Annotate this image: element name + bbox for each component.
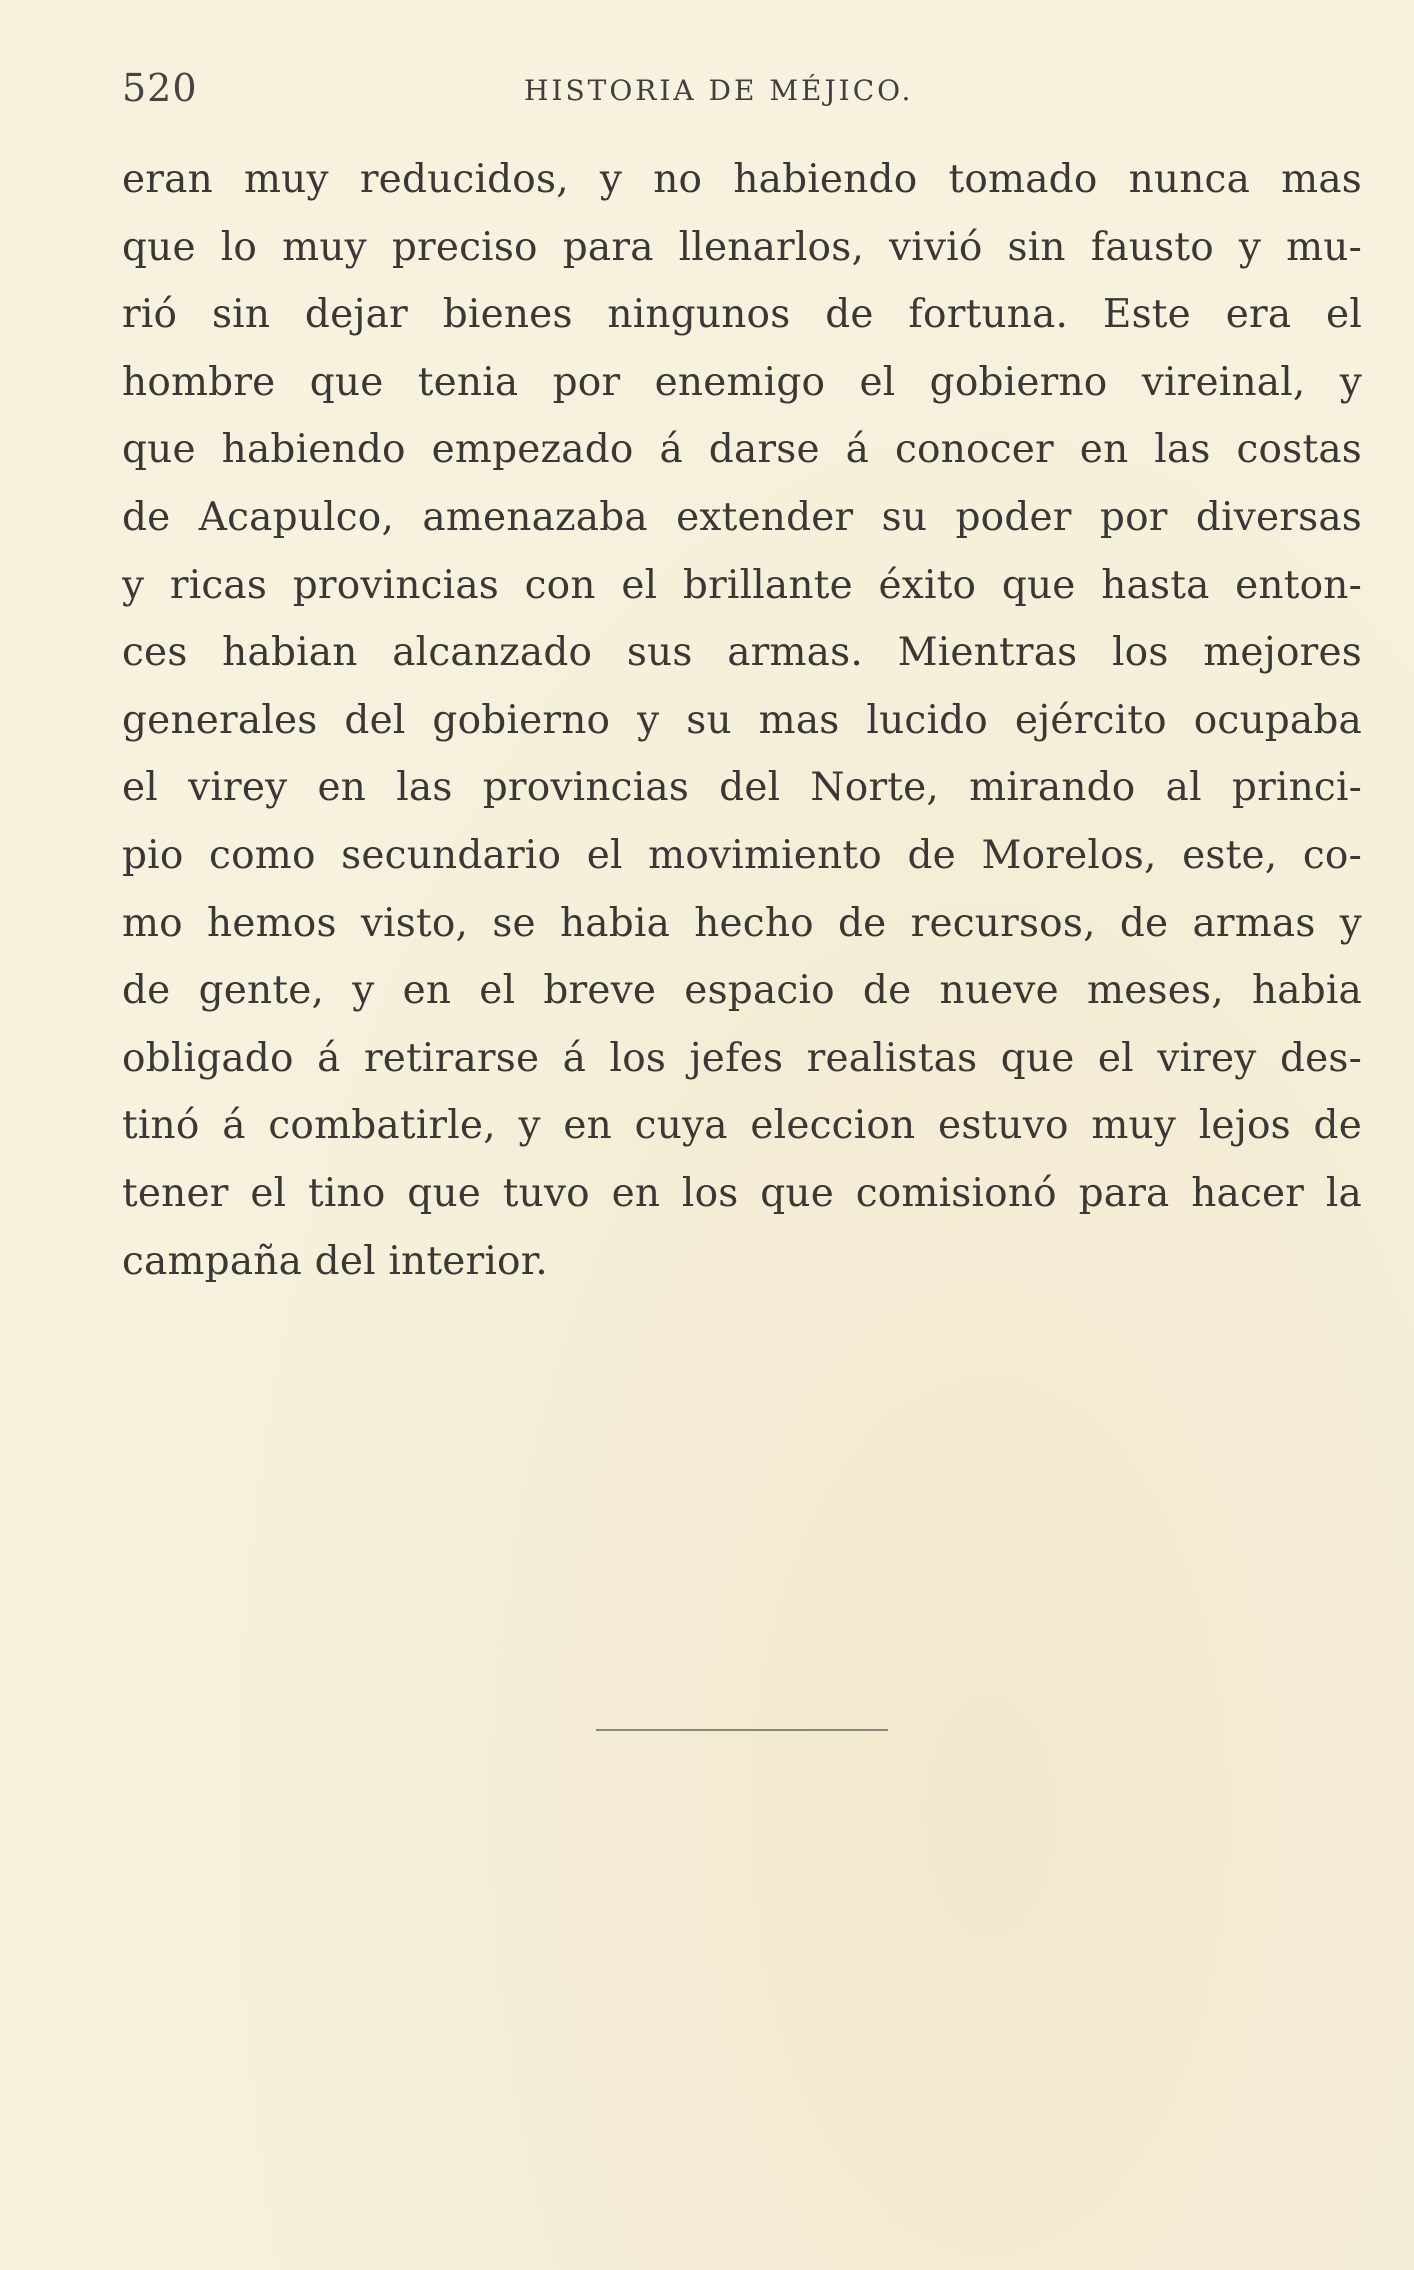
page-number: 520 <box>122 66 198 110</box>
text-line: tener el tino que tuvo en los que comisionó para hacer la <box>122 1170 1362 1216</box>
text-line: de Acapulco, amenazaba extender su poder por diversas <box>122 494 1362 540</box>
text-line: obligado á retirarse á los jefes realistas que el virey des- <box>122 1035 1362 1081</box>
text-line: rió sin dejar bienes ningunos de fortuna. Este era el <box>122 292 1362 338</box>
text-line: pio como secundario el movimiento de Morelos, este, co- <box>122 832 1362 878</box>
text-line: generales del gobierno y su mas lucido ejército ocupaba <box>122 697 1362 743</box>
text-line: campaña del interior. <box>122 1238 548 1284</box>
text-line: de gente, y en el breve espacio de nueve meses, habia <box>122 968 1362 1014</box>
text-line: que habiendo empezado á darse á conocer en las costas <box>122 427 1362 473</box>
text-line: eran muy reducidos, y no habiendo tomado nunca mas <box>122 157 1362 202</box>
text-line: tinó á combatirle, y en cuya eleccion estuvo muy lejos de <box>122 1103 1362 1149</box>
running-head <box>122 66 1362 122</box>
text-line: que lo muy preciso para llenarlos, vivió sin fausto y mu- <box>122 224 1362 270</box>
running-title: HISTORIA DE MÉJICO. <box>524 74 914 107</box>
text-line: el virey en las provincias del Norte, mirando al princi- <box>122 765 1362 811</box>
section-end-rule <box>596 1729 888 1731</box>
text-line: hombre que tenia por enemigo el gobierno vireinal, y <box>122 359 1362 405</box>
text-line: mo hemos visto, se habia hecho de recursos, de armas y <box>122 900 1362 946</box>
text-line: ces habian alcanzado sus armas. Mientras los mejores <box>122 630 1362 676</box>
body-text <box>122 146 1362 1295</box>
text-line: y ricas provincias con el brillante éxito que hasta enton- <box>122 562 1362 608</box>
